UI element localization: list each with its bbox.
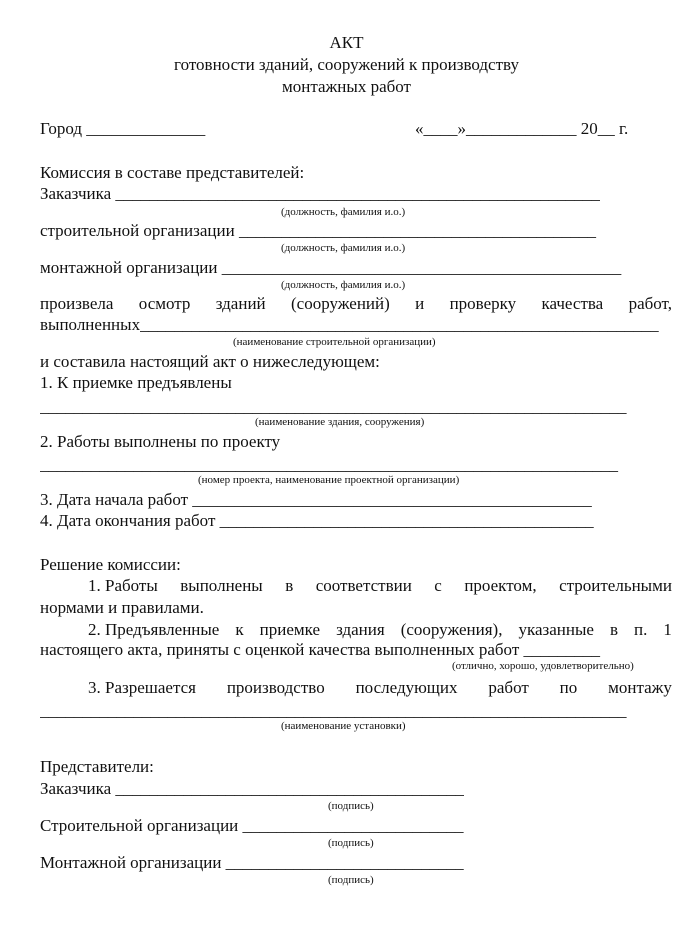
decision-1-line1 — [88, 576, 672, 596]
decision-2-line1 — [88, 620, 672, 640]
performed-org-caption: (наименование строительной организации) — [233, 336, 436, 348]
word: в — [285, 576, 294, 595]
word: осмотр — [138, 294, 191, 313]
construction-signature-caption: (подпись) — [328, 837, 374, 849]
word: (сооружения), — [400, 620, 503, 639]
item-1-label: 1. К приемке предъявлены — [40, 373, 232, 392]
word: 3. Разрешается — [88, 678, 196, 697]
doc-subtitle-1: готовности зданий, сооружений к производству — [174, 55, 519, 74]
word: работ — [488, 678, 529, 697]
quality-grade-field[interactable]: настоящего акта, приняты с оценкой качества выполненных работ _________ — [40, 640, 601, 659]
installation-name-caption: (наименование установки) — [281, 720, 406, 732]
word: 2. Предъявленные — [88, 620, 220, 639]
word: производство — [226, 678, 325, 697]
end-date-field[interactable]: 4. Дата окончания работ ____________________________________________ — [40, 511, 594, 530]
word: проверку — [449, 294, 517, 313]
item-2-label: 2. Работы выполнены по проекту — [40, 432, 281, 451]
customer-signature-caption: (подпись) — [328, 800, 374, 812]
word: 1. Работы — [88, 576, 158, 595]
word: указанные — [518, 620, 594, 639]
word: п. — [634, 620, 648, 639]
item-2-caption: (номер проекта, наименование проектной организации) — [198, 474, 460, 486]
construction-signature-field[interactable]: Строительной организации __________________________ — [40, 816, 464, 835]
item-1-caption: (наименование здания, сооружения) — [255, 416, 425, 428]
word: выполнены — [180, 576, 263, 595]
installation-signature-field[interactable]: Монтажной организации ____________________________ — [40, 853, 464, 872]
installation-signature-caption: (подпись) — [328, 874, 374, 886]
word: к — [235, 620, 244, 639]
installation-rep-field[interactable]: монтажной организации _______________________________________________ — [40, 258, 622, 277]
doc-title: АКТ — [329, 33, 364, 52]
installation-rep-caption: (должность, фамилия и.о.) — [281, 279, 406, 291]
word: приемке — [259, 620, 321, 639]
commission-intro: Комиссия в составе представителей: — [40, 163, 305, 182]
compiled-text: и составила настоящий акт о нижеследующем: — [40, 352, 380, 371]
word: зданий — [215, 294, 266, 313]
start-date-field[interactable]: 3. Дата начала работ _______________________________________________ — [40, 490, 592, 509]
word: здания — [336, 620, 385, 639]
word: произвела — [40, 294, 114, 313]
item-1-field[interactable]: _____________________________________________________________________ — [40, 397, 627, 416]
word: по — [559, 678, 578, 697]
word: строительными — [559, 576, 672, 595]
construction-rep-field[interactable]: строительной организации __________________________________________ — [40, 221, 596, 240]
decision-3-line1 — [88, 678, 672, 698]
city-field[interactable]: Город ______________ — [40, 119, 206, 138]
word: работ, — [628, 294, 672, 313]
decision-heading: Решение комиссии: — [40, 555, 181, 574]
date-field[interactable]: «____»_____________ 20__ г. — [415, 119, 629, 138]
word: (сооружений) — [291, 294, 390, 313]
doc-subtitle-2: монтажных работ — [282, 77, 411, 96]
word: качества — [541, 294, 604, 313]
word: проектом, — [464, 576, 537, 595]
word: 1 — [663, 620, 672, 639]
customer-rep-field[interactable]: Заказчика _________________________________________________________ — [40, 184, 600, 203]
word: монтажу — [608, 678, 672, 697]
inspected-line — [40, 294, 672, 314]
quality-grade-caption: (отлично, хорошо, удовлетворительно) — [452, 660, 634, 672]
construction-rep-caption: (должность, фамилия и.о.) — [281, 242, 406, 254]
word: последующих — [355, 678, 458, 697]
word: соответствии — [315, 576, 412, 595]
representatives-heading: Представители: — [40, 757, 154, 776]
word: с — [434, 576, 442, 595]
item-2-field[interactable]: ____________________________________________________________________ — [40, 455, 618, 474]
decision-1-line2: нормами и правилами. — [40, 598, 204, 617]
customer-signature-field[interactable]: Заказчика _________________________________________ — [40, 779, 464, 798]
customer-rep-caption: (должность, фамилия и.о.) — [281, 206, 406, 218]
word: в — [609, 620, 619, 639]
performed-org-field[interactable]: выполненных_____________________________________________________________ — [40, 315, 659, 334]
word: и — [415, 294, 425, 313]
installation-name-field[interactable]: _____________________________________________________________________ — [40, 701, 627, 720]
